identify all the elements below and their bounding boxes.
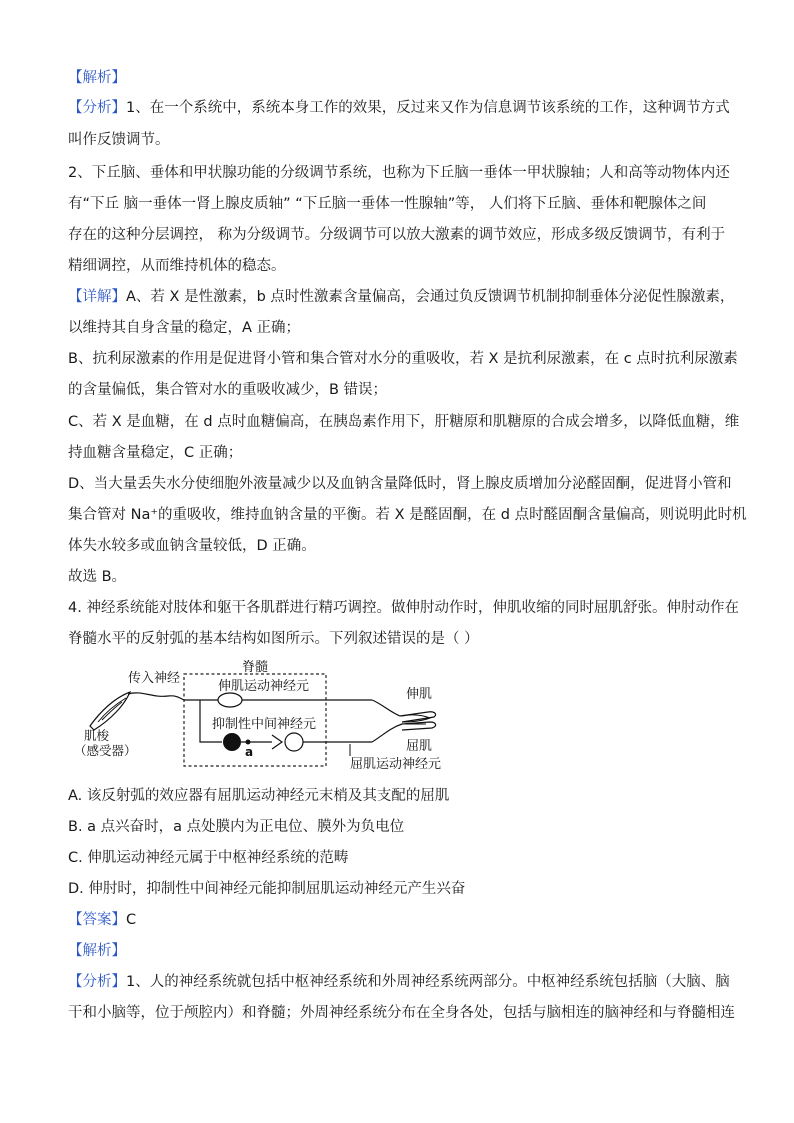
detail-option-a: [68, 287, 735, 307]
analysis-2-line: 干和小脑等，位于颅腔内）和脊髓；外周神经系统分布在全身各处，包括与脑相连的脑神经和与脊髓相连: [68, 1005, 735, 1021]
question-4-stem: 4. 神经系统能对肢体和躯干各肌群进行精巧调控。做伸肘动作时，伸肌收缩的同时屈肌舒张。伸肘动作在: [68, 600, 739, 616]
point-a-dot: [246, 740, 251, 745]
xiangjie-tag: 【详解】: [68, 289, 126, 305]
detail-line: 持血糖含量稳定，C 正确；: [68, 445, 243, 461]
analysis-line: 2、下丘脑、垂体和甲状腺功能的分级调节系统，也称为下丘脑一垂体一甲状腺轴；人和高等动物体内还: [68, 165, 730, 181]
answer-value: C: [126, 912, 137, 928]
analysis-2-text: 1、人的神经系统就包括中枢神经系统和外周神经系统两部分。中枢神经系统包括脑（大脑、脑: [126, 974, 730, 990]
afferent-nerve-label: 传入神经: [128, 671, 181, 686]
arm-muscle-icon: [372, 700, 436, 742]
analysis-line: 存在的这种分层调控， 称为分级调节。分级调节可以放大激素的调节效应，形成多级反馈调节，有利于: [68, 227, 726, 243]
detail-line: 集合管对 Na⁺的重吸收，维持血钠含量的平衡。若 X 是醛固酮，在 d 点时醛固酮含量偏高，则说明此时机: [68, 507, 747, 523]
flexor-muscle-label: 屈肌: [406, 739, 433, 754]
analysis-heading: 【解析】: [68, 70, 126, 86]
fenxi-tag: 【分析】: [68, 100, 126, 116]
flexor-motor-neuron-body: [285, 733, 303, 751]
receptor-label: （感受器）: [74, 743, 137, 758]
analysis-heading-2: 【解析】: [68, 943, 126, 959]
extensor-motor-neuron-label: 伸肌运动神经元: [218, 679, 310, 694]
detail-text: A、若 X 是性激素，b 点时性激素含量偏高，会通过负反馈调节机制抑制垂体分泌促性腺激素，: [126, 289, 735, 305]
detail-option-b: B、抗利尿激素的作用是促进肾小管和集合管对水分的重吸收，若 X 是抗利尿激素，在 c 点时抗利尿激素: [68, 351, 738, 367]
answer-tag: 【答案】: [68, 912, 126, 928]
point-a-label: a: [245, 745, 254, 759]
option-a: A. 该反射弧的效应器有屈肌运动神经元末梢及其支配的屈肌: [68, 788, 450, 804]
detail-option-c: C、若 X 是血糖，在 d 点时血糖偏高，在胰岛素作用下，肝糖原和肌糖原的合成会增多，以降低血糖，维: [68, 414, 740, 430]
analysis-2-paragraph: [68, 972, 728, 992]
extensor-muscle-label: 伸肌: [406, 687, 433, 702]
answer-line: [68, 910, 728, 930]
detail-option-d: D、当大量丢失水分使细胞外液量减少以及血钠含量降低时，肾上腺皮质增加分泌醛固酮，促进肾小管和: [68, 476, 732, 492]
option-d: D. 伸肘时，抑制性中间神经元能抑制屈肌运动神经元产生兴奋: [68, 881, 466, 897]
synapse-mark: [272, 735, 282, 749]
spindle-label: 肌梭: [84, 728, 110, 743]
extensor-motor-neuron-body: [218, 693, 242, 707]
analysis-text: 1、在一个系统中，系统本身工作的效果，反过来又作为信息调节该系统的工作，这种调节方式: [126, 100, 730, 116]
spinal-cord-label: 脊髓: [241, 660, 269, 675]
option-b: B. a 点兴奋时，a 点处膜内为正电位、膜外为负电位: [68, 819, 405, 835]
fenxi-tag-2: 【分析】: [68, 974, 126, 990]
detail-line: 体失水较多或血钠含量较低，D 正确。: [68, 538, 316, 554]
inhibitory-interneuron-label: 抑制性中间神经元: [212, 717, 317, 732]
option-c: C. 伸肌运动神经元属于中枢神经系统的范畴: [68, 850, 349, 866]
analysis-line: 叫作反馈调节。: [68, 132, 170, 148]
conclusion: 故选 B。: [68, 569, 127, 585]
muscle-spindle-icon: [90, 692, 130, 730]
analysis-line: 有“下丘 脑一垂体一肾上腺皮质轴” “下丘脑一垂体一性腺轴”等， 人们将下丘脑、垂体和靶腺体之间: [68, 196, 707, 212]
detail-line: 以维持其自身含量的稳定，A 正确；: [68, 320, 301, 336]
analysis-paragraph-1: [68, 98, 728, 118]
flexor-motor-neuron-label: 屈肌运动神经元: [350, 757, 442, 772]
detail-line: 的含量偏低，集合管对水的重吸收减少，B 错误；: [68, 382, 388, 398]
analysis-line: 精细调控，从而维持机体的稳态。: [68, 258, 286, 274]
question-4-stem-line2: 脊髓水平的反射弧的基本结构如图所示。下列叙述错误的是（ ）: [68, 631, 479, 647]
inhibitory-interneuron-body: [223, 733, 241, 751]
reflex-arc-diagram: [72, 660, 452, 780]
